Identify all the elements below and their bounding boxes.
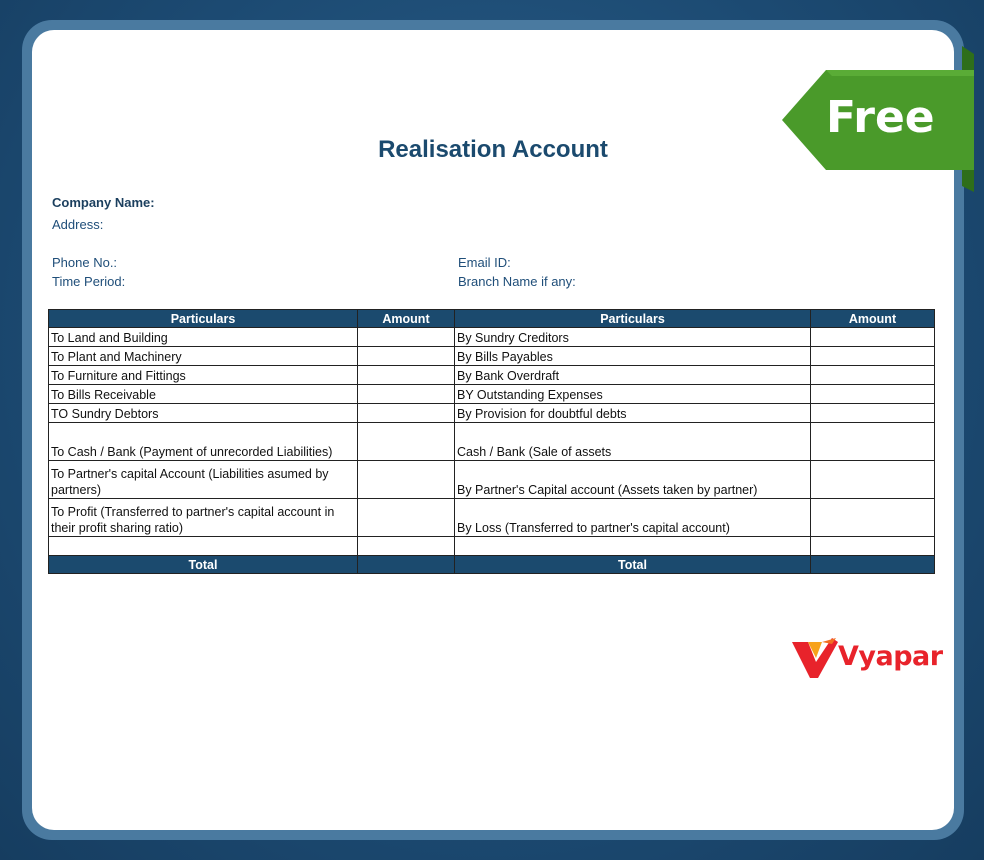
table-row — [49, 385, 935, 404]
credit-particular: By Bills Payables — [455, 347, 811, 366]
header-amount-right: Amount — [811, 310, 935, 328]
credit-particular: BY Outstanding Expenses — [455, 385, 811, 404]
table-row — [49, 499, 935, 537]
total-amount-left — [358, 556, 455, 574]
credit-amount-cell[interactable] — [811, 404, 935, 423]
debit-particular: TO Sundry Debtors — [49, 404, 358, 423]
debit-particular: To Bills Receivable — [49, 385, 358, 404]
credit-particular: By Provision for doubtful debts — [455, 404, 811, 423]
credit-amount-cell[interactable] — [811, 328, 935, 347]
credit-amount-cell[interactable] — [811, 423, 935, 461]
debit-amount-cell[interactable] — [358, 499, 455, 537]
table-row — [49, 404, 935, 423]
debit-amount-cell[interactable] — [358, 328, 455, 347]
debit-particular: To Profit (Transferred to partner's capital account in their profit sharing ratio) — [49, 499, 358, 537]
debit-particular: To Land and Building — [49, 328, 358, 347]
email-label: Email ID: — [458, 255, 511, 270]
debit-amount-cell[interactable] — [358, 423, 455, 461]
credit-amount-cell[interactable] — [811, 385, 935, 404]
credit-particular: By Bank Overdraft — [455, 366, 811, 385]
realisation-table — [48, 309, 935, 574]
header-amount-left: Amount — [358, 310, 455, 328]
table-row — [49, 328, 935, 347]
credit-particular: By Loss (Transferred to partner's capital account) — [455, 499, 811, 537]
credit-amount-cell[interactable] — [811, 537, 935, 556]
free-ribbon-label: Free — [826, 92, 935, 143]
credit-particular[interactable] — [455, 537, 811, 556]
branch-label: Branch Name if any: — [458, 274, 576, 289]
page-title: Realisation Account — [378, 136, 608, 163]
table-row — [49, 537, 935, 556]
debit-amount-cell[interactable] — [358, 404, 455, 423]
debit-particular[interactable] — [49, 537, 358, 556]
header-particulars-left: Particulars — [49, 310, 358, 328]
credit-amount-cell[interactable] — [811, 347, 935, 366]
credit-particular: By Sundry Creditors — [455, 328, 811, 347]
table-row — [49, 366, 935, 385]
debit-amount-cell[interactable] — [358, 537, 455, 556]
company-name-label: Company Name: — [52, 195, 155, 210]
debit-amount-cell[interactable] — [358, 461, 455, 499]
debit-particular: To Furniture and Fittings — [49, 366, 358, 385]
time-period-label: Time Period: — [52, 274, 126, 289]
debit-amount-cell[interactable] — [358, 366, 455, 385]
table-row — [49, 423, 935, 461]
total-label-left: Total — [49, 556, 358, 574]
credit-amount-cell[interactable] — [811, 366, 935, 385]
phone-label: Phone No.: — [52, 255, 118, 270]
total-label-right: Total — [455, 556, 811, 574]
debit-particular: To Plant and Machinery — [49, 347, 358, 366]
total-amount-right — [811, 556, 935, 574]
header-particulars-right: Particulars — [455, 310, 811, 328]
address-label: Address: — [52, 217, 104, 232]
total-row — [49, 556, 935, 574]
debit-amount-cell[interactable] — [358, 385, 455, 404]
debit-particular: To Cash / Bank (Payment of unrecorded Liabilities) — [49, 423, 358, 461]
credit-amount-cell[interactable] — [811, 461, 935, 499]
debit-amount-cell[interactable] — [358, 347, 455, 366]
vyapar-logo-text: Vyapar — [838, 641, 943, 672]
debit-particular: To Partner's capital Account (Liabilities asumed by partners) — [49, 461, 358, 499]
table-row — [49, 347, 935, 366]
table-row — [49, 461, 935, 499]
table-header-row — [49, 310, 935, 328]
credit-particular: Cash / Bank (Sale of assets — [455, 423, 811, 461]
credit-particular: By Partner's Capital account (Assets taken by partner) — [455, 461, 811, 499]
credit-amount-cell[interactable] — [811, 499, 935, 537]
